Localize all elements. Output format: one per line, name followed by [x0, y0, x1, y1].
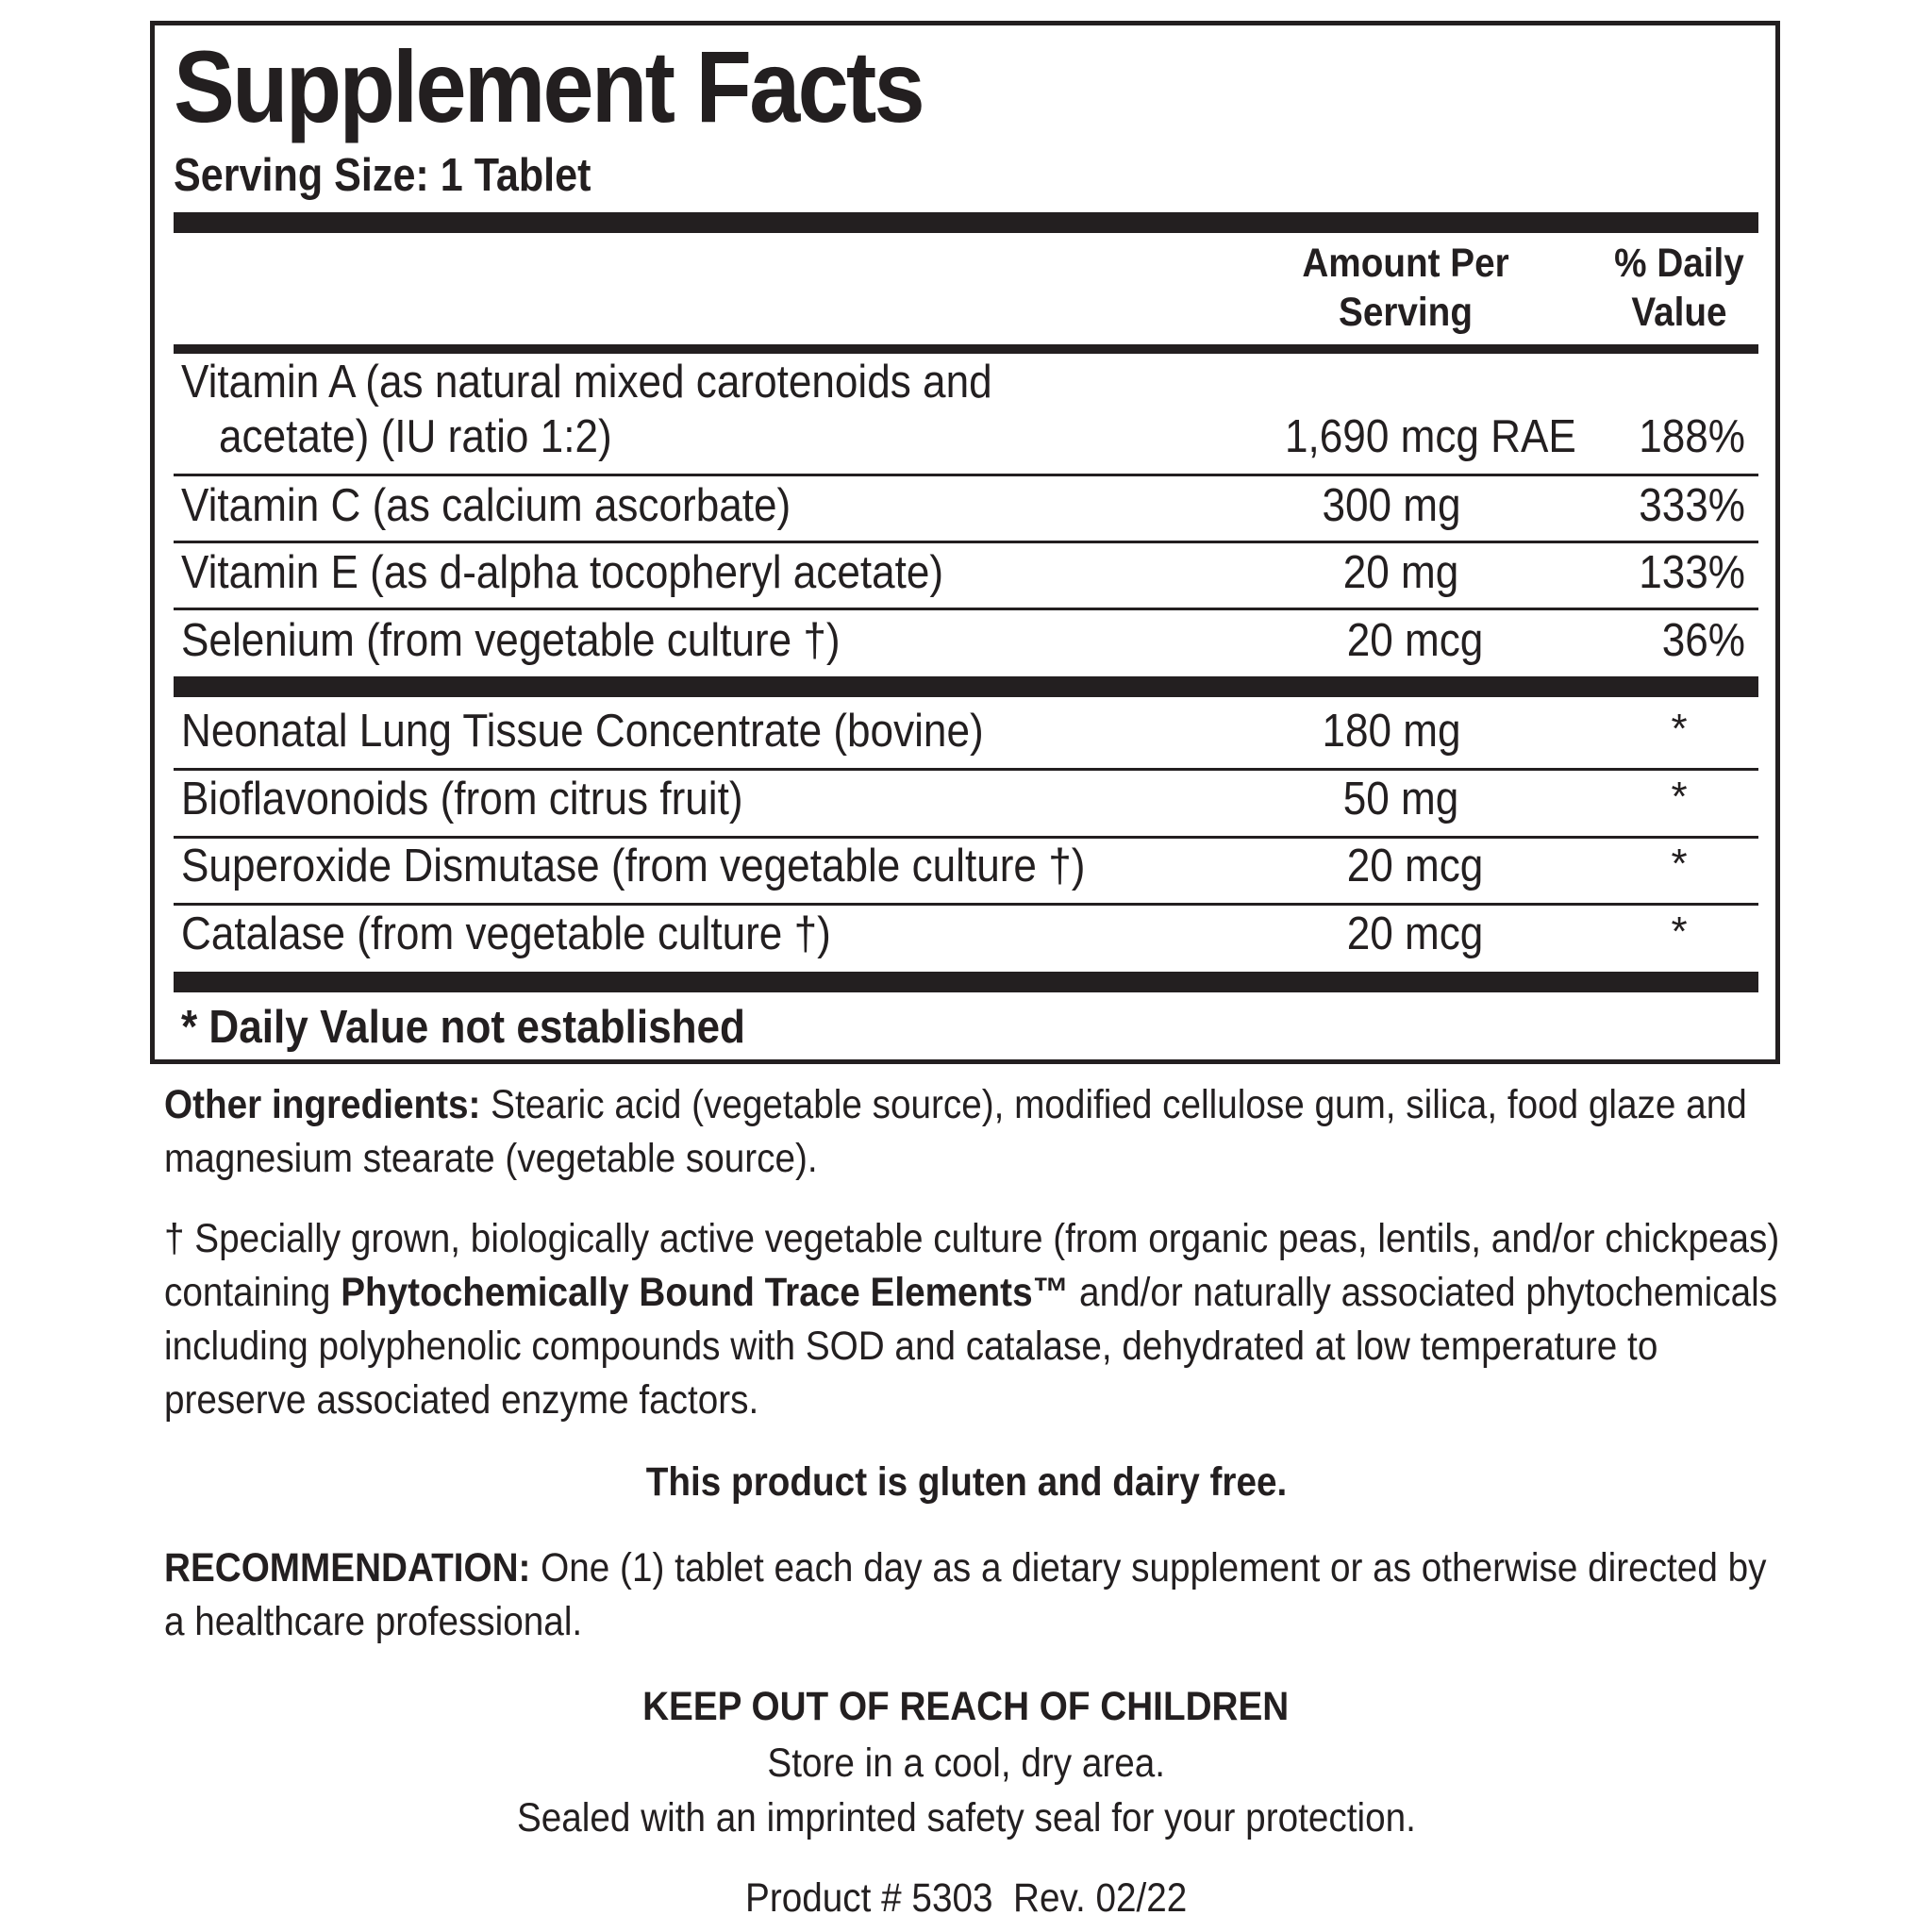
- other-ingredients-text: Stearic acid (vegetable source), modified cellulose gum, silica, food glaze and magnesium stearate (vegetable source).: [164, 1082, 1747, 1181]
- ingredient-name: Neonatal Lung Tissue Concentrate (bovine): [181, 706, 984, 757]
- dagger-note-trademark: Phytochemically Bound Trace Elements™: [341, 1270, 1070, 1315]
- ingredient-name: Catalase (from vegetable culture †): [181, 908, 831, 959]
- dagger-note: [164, 1212, 1794, 1427]
- nutrient-amount: 1,690 mcg RAE: [1285, 411, 1576, 462]
- ingredient-amount: 50 mg: [1342, 774, 1459, 824]
- thick-rule-top: [174, 212, 1758, 233]
- ingredient-name: Bioflavonoids (from citrus fruit): [181, 774, 743, 824]
- row-divider: [174, 768, 1758, 771]
- nutrient-amount: 300 mg: [1322, 480, 1461, 531]
- medium-rule-header: [174, 344, 1758, 354]
- other-ingredients-label: Other ingredients:: [164, 1082, 481, 1127]
- nutrient-daily-value: 36%: [1661, 615, 1745, 666]
- nutrient-daily-value: 333%: [1639, 480, 1745, 531]
- daily-value-asterisk: *: [1671, 908, 1688, 955]
- product-number: Product # 5303 Rev. 02/22: [744, 1875, 1188, 1921]
- ingredient-amount: 180 mg: [1322, 706, 1461, 757]
- ingredient-amount: 20 mcg: [1346, 908, 1484, 959]
- row-divider: [174, 608, 1758, 610]
- panel-title: Supplement Facts: [174, 29, 923, 143]
- recommendation: [164, 1541, 1794, 1649]
- recommendation-label: RECOMMENDATION:: [164, 1545, 531, 1591]
- nutrient-name-continued: acetate) (IU ratio 1:2): [219, 411, 612, 462]
- recommendation-text: One (1) tablet each day as a dietary supplement or as otherwise directed by a healthcare professional.: [164, 1545, 1767, 1644]
- dagger-note-text: † Specially grown, biologically active vegetable culture (from organic peas, lentils, and/or chickpeas) containing: [164, 1216, 1780, 1315]
- daily-value-asterisk: *: [1671, 841, 1688, 887]
- daily-value-asterisk: *: [1671, 774, 1688, 820]
- nutrient-amount: 20 mcg: [1346, 615, 1484, 666]
- storage-instructions: Store in a cool, dry area.: [767, 1740, 1165, 1786]
- serving-size: Serving Size: 1 Tablet: [174, 150, 591, 201]
- ingredient-name: Superoxide Dismutase (from vegetable culture †): [181, 841, 1086, 891]
- nutrient-name: Vitamin E (as d-alpha tocopheryl acetate): [181, 547, 944, 598]
- nutrient-name: Vitamin A (as natural mixed carotenoids and: [181, 357, 992, 408]
- thick-rule-bottom: [174, 972, 1758, 992]
- ingredient-amount: 20 mcg: [1346, 841, 1484, 891]
- child-warning: KEEP OUT OF REACH OF CHILDREN: [642, 1684, 1290, 1729]
- safety-seal-note: Sealed with an imprinted safety seal for your protection.: [516, 1795, 1416, 1840]
- row-divider: [174, 474, 1758, 476]
- row-divider: [174, 541, 1758, 543]
- nutrient-daily-value: 188%: [1639, 411, 1745, 462]
- other-ingredients: [164, 1078, 1794, 1186]
- thick-rule-middle: [174, 676, 1758, 697]
- row-divider: [174, 903, 1758, 906]
- gluten-dairy-statement: This product is gluten and dairy free.: [645, 1459, 1287, 1505]
- daily-value-asterisk: *: [1671, 706, 1688, 752]
- nutrient-name: Selenium (from vegetable culture †): [181, 615, 841, 666]
- dagger-note-text-end: and/or naturally associated phytochemicals including polyphenolic compounds with SOD and catalase, dehydrated at low temperature to preserve associated enzyme factors.: [164, 1270, 1778, 1423]
- nutrient-daily-value: 133%: [1639, 547, 1745, 598]
- nutrient-amount: 20 mg: [1342, 547, 1459, 598]
- daily-value-footnote: * Daily Value not established: [181, 1002, 746, 1053]
- header-amount-per-serving: Amount Per Serving: [1302, 241, 1509, 335]
- nutrient-name: Vitamin C (as calcium ascorbate): [181, 480, 791, 531]
- header-daily-value: % Daily Value: [1614, 241, 1744, 335]
